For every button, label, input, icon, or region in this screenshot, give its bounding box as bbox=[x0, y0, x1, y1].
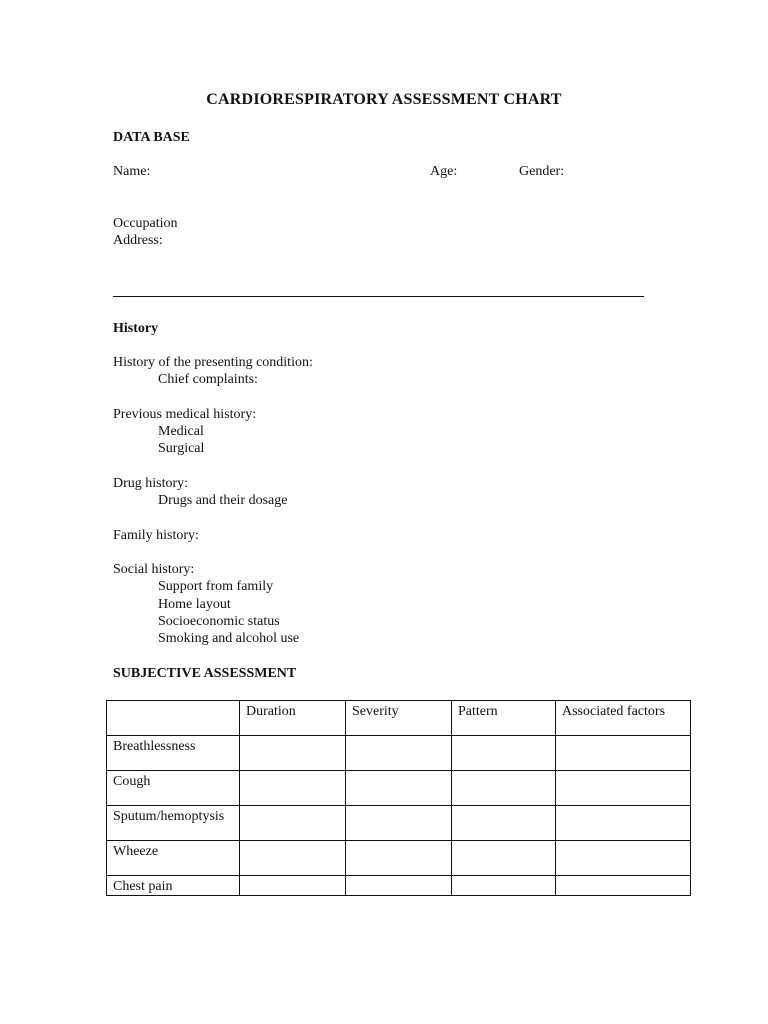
table-cell[interactable] bbox=[240, 841, 346, 876]
table-header-cell: Duration bbox=[240, 701, 346, 736]
table-cell[interactable] bbox=[556, 806, 691, 841]
row-label: Breathlessness bbox=[107, 736, 240, 771]
page-title: CARDIORESPIRATORY ASSESSMENT CHART bbox=[206, 91, 562, 108]
drug-history-label: Drug history: bbox=[113, 476, 189, 491]
name-label: Name: bbox=[113, 164, 151, 179]
table-cell[interactable] bbox=[240, 806, 346, 841]
social-item-socioeconomic: Socioeconomic status bbox=[158, 614, 280, 629]
subjective-assessment-heading: SUBJECTIVE ASSESSMENT bbox=[113, 666, 297, 681]
table-header-cell bbox=[107, 701, 240, 736]
medical-label: Medical bbox=[158, 424, 204, 439]
table-cell[interactable] bbox=[240, 736, 346, 771]
table-header-cell: Associated factors bbox=[556, 701, 691, 736]
row-label: Sputum/hemoptysis bbox=[107, 806, 240, 841]
row-label: Cough bbox=[107, 771, 240, 806]
drugs-dosage-label: Drugs and their dosage bbox=[158, 493, 288, 508]
surgical-label: Surgical bbox=[158, 441, 205, 456]
row-label: Chest pain bbox=[107, 876, 240, 896]
table-row bbox=[107, 876, 691, 896]
database-heading: DATA BASE bbox=[113, 130, 190, 145]
family-history-label: Family history: bbox=[113, 528, 199, 543]
table-cell[interactable] bbox=[240, 876, 346, 896]
presenting-condition-label: History of the presenting condition: bbox=[113, 355, 313, 370]
table-header-cell: Severity bbox=[346, 701, 452, 736]
table-row bbox=[107, 736, 691, 771]
table-row bbox=[107, 806, 691, 841]
occupation-label: Occupation bbox=[113, 216, 178, 231]
table-cell[interactable] bbox=[452, 771, 556, 806]
table-cell[interactable] bbox=[346, 771, 452, 806]
row-label: Wheeze bbox=[107, 841, 240, 876]
table-header-row bbox=[107, 701, 691, 736]
table-row bbox=[107, 841, 691, 876]
subjective-assessment-table bbox=[106, 700, 691, 896]
history-heading: History bbox=[113, 321, 159, 336]
table-cell[interactable] bbox=[452, 876, 556, 896]
table-cell[interactable] bbox=[452, 841, 556, 876]
social-item-support: Support from family bbox=[158, 579, 274, 594]
table-cell[interactable] bbox=[556, 876, 691, 896]
table-row bbox=[107, 771, 691, 806]
social-item-home-layout: Home layout bbox=[158, 597, 231, 612]
table-cell[interactable] bbox=[556, 736, 691, 771]
table-cell[interactable] bbox=[346, 736, 452, 771]
table-cell[interactable] bbox=[346, 806, 452, 841]
table-cell[interactable] bbox=[240, 771, 346, 806]
table-cell[interactable] bbox=[346, 841, 452, 876]
table-header-cell: Pattern bbox=[452, 701, 556, 736]
table-cell[interactable] bbox=[346, 876, 452, 896]
gender-label: Gender: bbox=[519, 164, 565, 179]
table-cell[interactable] bbox=[556, 841, 691, 876]
table-cell[interactable] bbox=[556, 771, 691, 806]
table-cell[interactable] bbox=[452, 736, 556, 771]
chief-complaints-label: Chief complaints: bbox=[158, 372, 258, 387]
address-label: Address: bbox=[113, 233, 163, 248]
divider-line bbox=[113, 296, 644, 297]
previous-medical-history-label: Previous medical history: bbox=[113, 407, 257, 422]
social-item-smoking-alcohol: Smoking and alcohol use bbox=[158, 631, 300, 646]
age-label: Age: bbox=[430, 164, 458, 179]
table-cell[interactable] bbox=[452, 806, 556, 841]
social-history-label: Social history: bbox=[113, 562, 195, 577]
